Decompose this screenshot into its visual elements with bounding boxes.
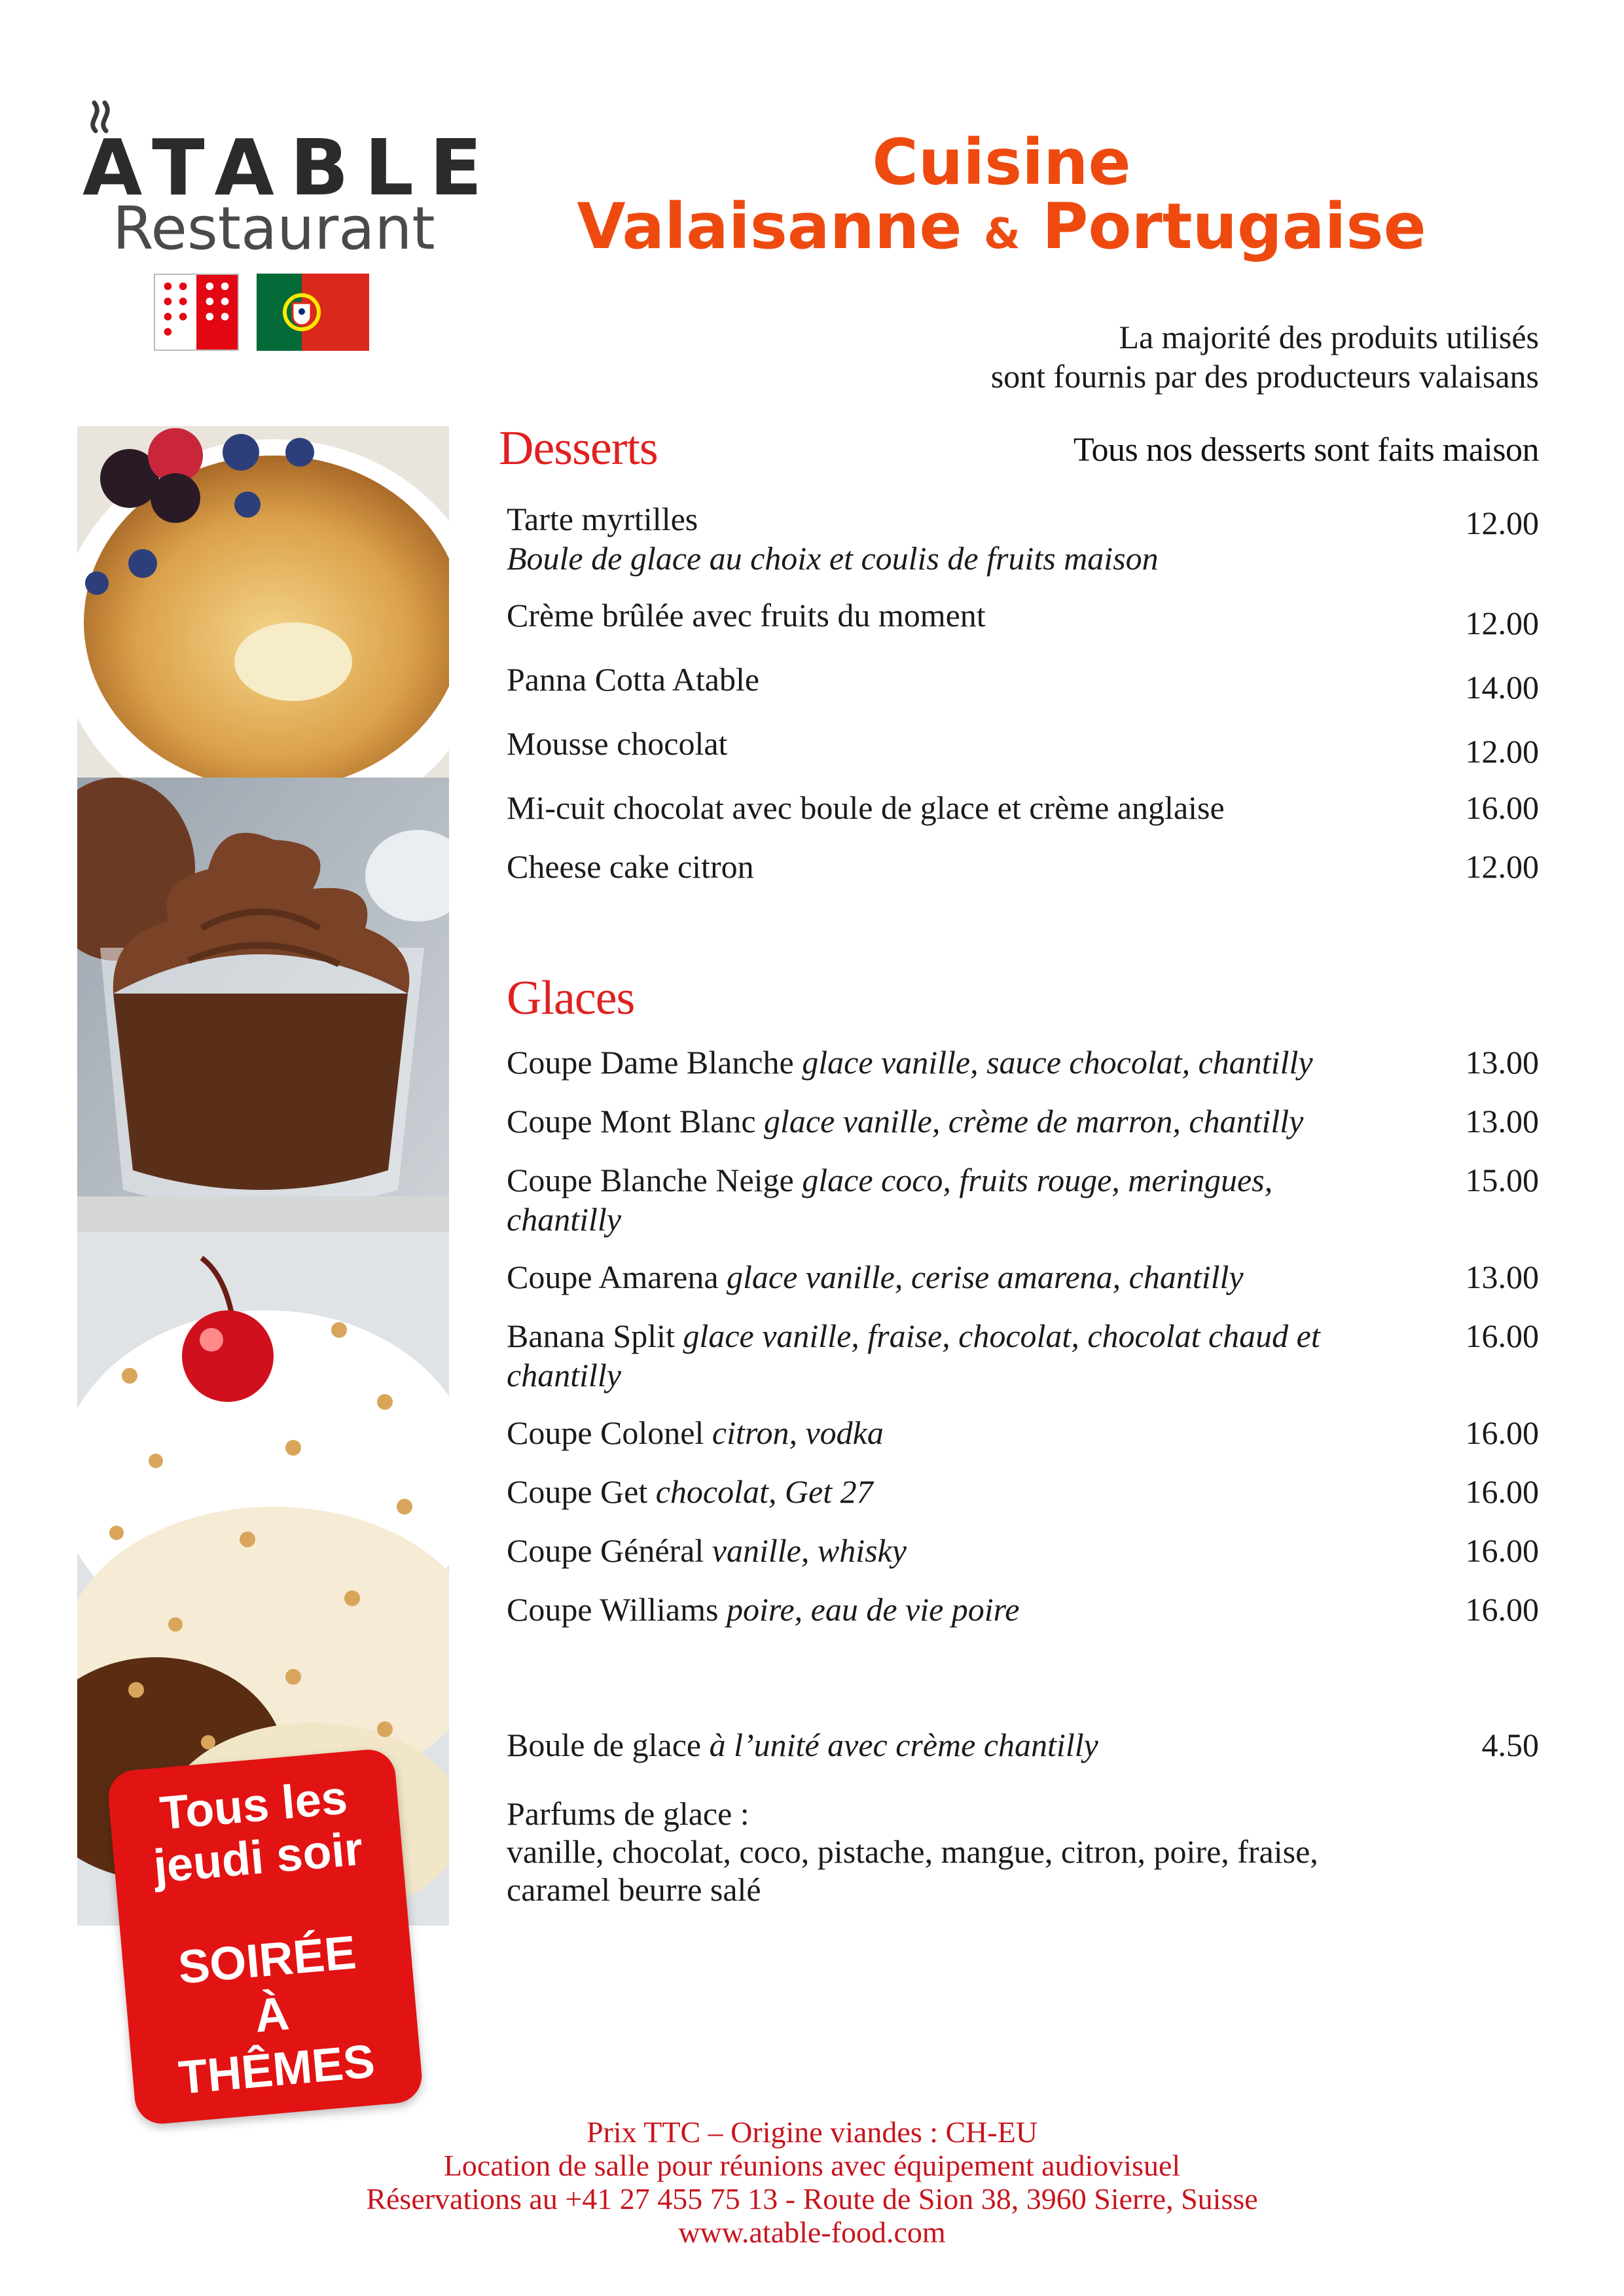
item-description: glace vanille, fraise, chocolat, chocolat chaud et chantilly (507, 1318, 1320, 1393)
item-title: Coupe Dame Blanche (507, 1044, 794, 1081)
menu-title (576, 126, 1427, 263)
item-title: Coupe Général (507, 1532, 704, 1569)
menu-item (507, 596, 1539, 641)
intro-line-2: sont fournis par des producteurs valaisans (990, 358, 1539, 395)
item-title: Coupe Amarena (507, 1259, 719, 1295)
item-price: 16.00 (1465, 1318, 1539, 1354)
item-name: Cheese cake citron (507, 848, 754, 885)
item-name: Crème brûlée avec fruits du moment (507, 597, 986, 634)
menu-item (507, 660, 1539, 706)
item-price: 16.00 (1465, 1532, 1539, 1569)
intro-line-1: La majorité des produits utilisés (1119, 319, 1539, 355)
menu-item (507, 1257, 1539, 1297)
item-price: 14.00 (1465, 669, 1539, 706)
item-name: Mi-cuit chocolat avec boule de glace et crème anglaise (507, 789, 1225, 826)
item-title: Coupe Blanche Neige (507, 1162, 794, 1198)
item-title: Boule de glace (507, 1727, 702, 1763)
item-price: 12.00 (1465, 733, 1539, 770)
item-name: Mousse chocolat (507, 725, 728, 762)
item-description: glace coco, fruits rouge, meringues, chantilly (507, 1162, 1273, 1238)
menu-item (507, 1413, 1539, 1452)
desserts-heading: Desserts (499, 422, 658, 475)
menu-item (507, 724, 1539, 770)
item-name (507, 1043, 1416, 1082)
intro-text (991, 317, 1539, 396)
item-title: Coupe Get (507, 1473, 648, 1510)
menu-item (507, 1316, 1539, 1395)
chocolate-mousse-photo (77, 778, 449, 1232)
item-price: 16.00 (1465, 1414, 1539, 1451)
title-line-2 (576, 190, 1427, 263)
item-name (507, 1531, 1416, 1570)
item-name (507, 1472, 1416, 1511)
item-title: Coupe Mont Blanc (507, 1103, 756, 1139)
badge-line-1: Tous les (158, 1771, 350, 1840)
badge-line-3: SOIRÉE (176, 1926, 359, 1994)
title-ampersand: & (983, 210, 1020, 259)
menu-item-boule (507, 1725, 1539, 1765)
item-price: 16.00 (1465, 1473, 1539, 1510)
badge-line-5: THÊMES (176, 2035, 377, 2105)
footer-website-link[interactable]: www.atable-food.com (678, 2215, 946, 2249)
menu-item (507, 788, 1539, 827)
glaces-heading: Glaces (507, 971, 635, 1025)
item-price: 16.00 (1465, 1591, 1539, 1628)
item-price: 12.00 (1465, 848, 1539, 885)
menu-item (507, 1043, 1539, 1082)
item-price: 13.00 (1465, 1103, 1539, 1139)
valais-flag-icon (154, 274, 239, 351)
menu-item (507, 1531, 1539, 1570)
creme-brulee-photo (77, 426, 449, 778)
footer-reservations: Réservations au +41 27 455 75 13 - Route de Sion 38, 3960 Sierre, Suisse (366, 2182, 1258, 2215)
item-description: Boule de glace au choix et coulis de fruits maison (507, 540, 1159, 577)
item-name (507, 1725, 1416, 1765)
item-price: 12.00 (1465, 605, 1539, 641)
footer (0, 2115, 1624, 2249)
menu-item (507, 499, 1539, 578)
item-description: chocolat, Get 27 (655, 1473, 873, 1510)
title-line-1: Cuisine (872, 126, 1131, 199)
badge-line-2: jeudi soir (151, 1822, 365, 1893)
flavours-line-2: caramel beurre salé (507, 1871, 761, 1908)
restaurant-logo (79, 95, 498, 263)
item-description: à l’unité avec crème chantilly (709, 1727, 1098, 1763)
item-name: Panna Cotta Atable (507, 661, 760, 698)
item-name (507, 1316, 1377, 1395)
item-price: 12.00 (1465, 505, 1539, 541)
item-description: glace vanille, sauce chocolat, chantilly (802, 1044, 1313, 1081)
item-price: 13.00 (1465, 1259, 1539, 1295)
menu-item (507, 1472, 1539, 1511)
menu-item (507, 847, 1539, 886)
item-name (507, 1413, 1416, 1452)
item-name (507, 1160, 1344, 1239)
item-description: glace vanille, crème de marron, chantilly (764, 1103, 1304, 1139)
desserts-note: Tous nos desserts sont faits maison (1073, 431, 1539, 469)
item-price: 4.50 (1481, 1727, 1539, 1763)
item-title: Banana Split (507, 1318, 675, 1354)
flavours-label: Parfums de glace : (507, 1795, 749, 1832)
item-name (507, 1590, 1416, 1629)
item-price: 13.00 (1465, 1044, 1539, 1081)
item-price: 16.00 (1465, 789, 1539, 826)
footer-room-rental: Location de salle pour réunions avec équipement audiovisuel (443, 2149, 1181, 2182)
menu-item (507, 1160, 1539, 1239)
portugal-flag-icon (257, 274, 369, 351)
ice-cream-flavours (507, 1795, 1318, 1909)
badge-bottom-text (121, 1920, 422, 2109)
flavours-line-1: vanille, chocolat, coco, pistache, mangue, citron, poire, fraise, (507, 1833, 1318, 1870)
item-name: Tarte myrtilles (507, 501, 698, 537)
badge-top-text (108, 1767, 404, 1897)
title-portugaise: Portugaise (1042, 190, 1426, 263)
item-description: glace vanille, cerise amarena, chantilly (727, 1259, 1244, 1295)
item-name (507, 1257, 1416, 1297)
item-title: Coupe Williams (507, 1591, 719, 1628)
menu-item (507, 1590, 1539, 1629)
item-title: Coupe Colonel (507, 1414, 704, 1451)
theme-night-badge (106, 1748, 424, 2126)
item-description: citron, vodka (712, 1414, 884, 1451)
badge-line-4: À (253, 1987, 291, 2043)
menu-item (507, 1102, 1539, 1141)
item-name (507, 1102, 1416, 1141)
logo-brand: ATABLE (82, 122, 498, 213)
title-valaisanne: Valaisanne (577, 190, 962, 263)
footer-prices-note: Prix TTC – Origine viandes : CH-EU (586, 2115, 1038, 2149)
item-price: 15.00 (1465, 1162, 1539, 1198)
logo-subtitle: Restaurant (113, 194, 435, 263)
item-description: poire, eau de vie poire (726, 1591, 1020, 1628)
item-description: vanille, whisky (712, 1532, 907, 1569)
